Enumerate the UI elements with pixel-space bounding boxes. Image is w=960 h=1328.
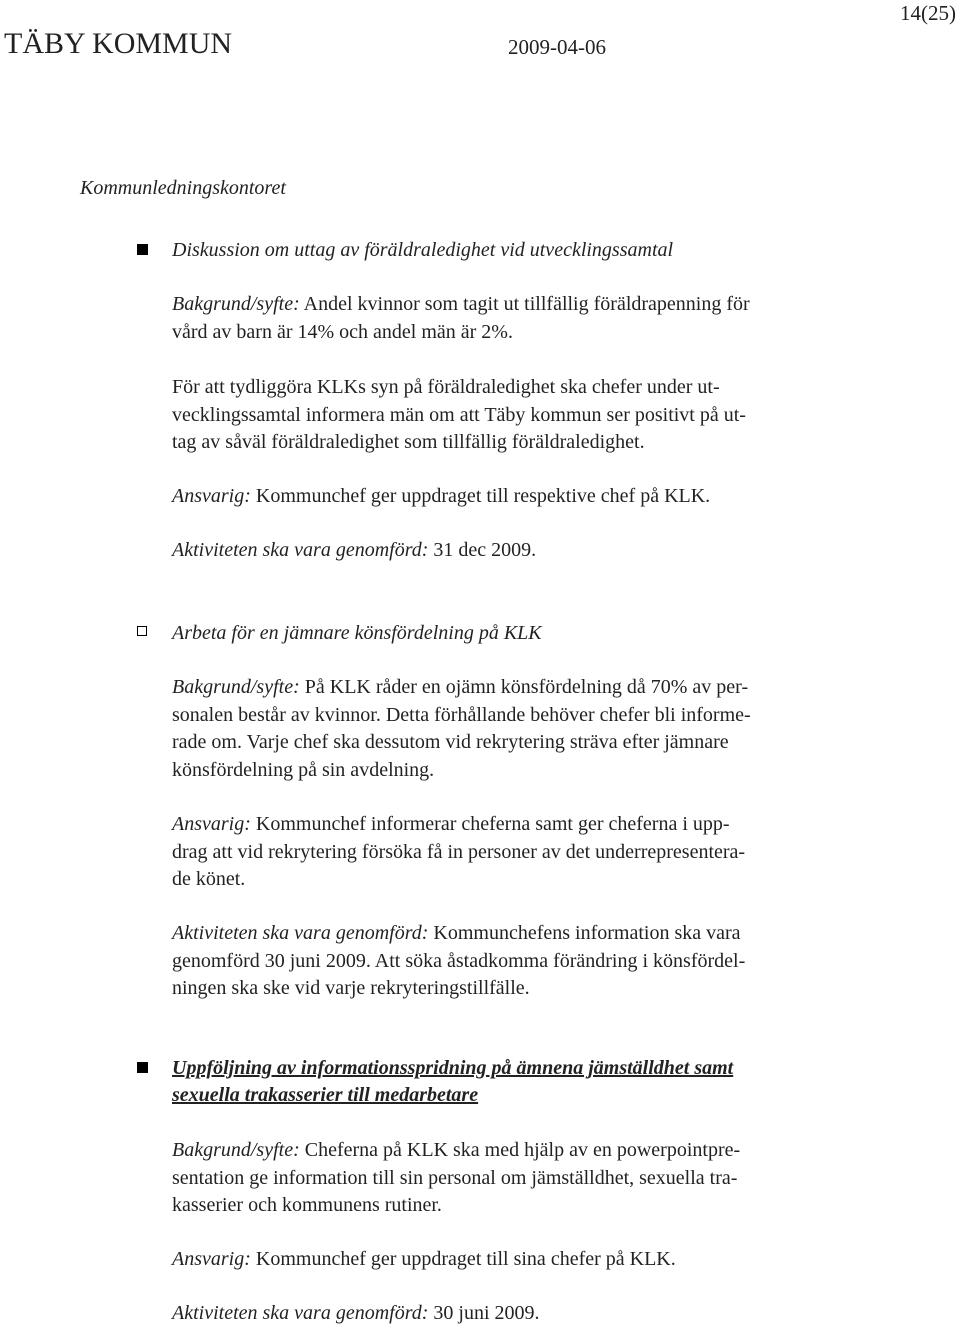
genomford-label: Aktiviteten ska vara genomförd: — [172, 922, 429, 944]
ansvarig-label: Ansvarig: — [172, 813, 251, 835]
genomford-label: Aktiviteten ska vara genomförd: — [172, 1302, 429, 1324]
section-1-genomford — [172, 537, 852, 565]
ansvarig-text: drag att vid rekrytering försöka få in personer av det underrepresentera- — [172, 840, 746, 863]
genomford-text: 31 dec 2009. — [428, 539, 537, 561]
bakgrund-label: Bakgrund/syfte: — [172, 293, 300, 315]
genomford-text: Kommunchefens information ska vara — [428, 922, 741, 944]
ansvarig-label: Ansvarig: — [172, 1248, 251, 1270]
section-3-genomford — [172, 1300, 852, 1328]
genomford-label: Aktiviteten ska vara genomförd: — [172, 539, 429, 561]
bakgrund-label: Bakgrund/syfte: — [172, 676, 300, 698]
page-number: 14(25) — [900, 1, 956, 25]
ansvarig-text: Kommunchef informerar cheferna samt ger cheferna i upp- — [250, 813, 730, 835]
bullet-icon — [137, 244, 148, 255]
bakgrund-text: Cheferna på KLK ska med hjälp av en powerpointpre- — [299, 1139, 741, 1161]
section-3-title-line: Uppföljning av informationsspridning på ämnena jämställdhet samt — [172, 1057, 734, 1079]
genomford-text: 30 juni 2009. — [428, 1302, 540, 1324]
section-2-ansvarig — [172, 811, 852, 894]
bakgrund-label: Bakgrund/syfte: — [172, 1139, 300, 1161]
section-3-title-line: sexuella trakasserier till medarbetare — [172, 1084, 479, 1106]
section-3-ansvarig — [172, 1246, 852, 1274]
bakgrund-text: Andel kvinnor som tagit ut tillfällig föräldrapenning för — [299, 293, 750, 315]
paragraph-line: vecklingssamtal informera män om att Täby kommun ser positivt på ut- — [172, 403, 746, 426]
section-2-genomford — [172, 920, 852, 1003]
section-1-ansvarig — [172, 483, 852, 511]
document-date: 2009-04-06 — [508, 35, 606, 59]
paragraph-line: tag av såväl föräldraledighet som tillfällig föräldraledighet. — [172, 431, 645, 453]
genomford-text: ningen ska ske vid varje rekryteringstillfälle. — [172, 977, 530, 999]
section-1-extra — [172, 374, 852, 457]
bakgrund-text: På KLK råder en ojämn könsfördelning då 70% av per- — [299, 676, 749, 698]
bullet-icon — [137, 626, 147, 636]
ansvarig-text: Kommunchef ger uppdraget till sina chefer på KLK. — [250, 1248, 676, 1270]
ansvarig-text: Kommunchef ger uppdraget till respektive chef på KLK. — [250, 485, 711, 507]
section-2-title: Arbeta för en jämnare könsfördelning på KLK — [172, 622, 542, 644]
section-1-bakgrund — [172, 291, 852, 346]
section-3-bakgrund — [172, 1137, 852, 1220]
bakgrund-text: rade om. Varje chef ska dessutom vid rekrytering sträva efter jämnare — [172, 731, 729, 753]
bakgrund-text: kasserier och kommunens rutiner. — [172, 1194, 442, 1216]
paragraph-line: För att tydliggöra KLKs syn på föräldraledighet ska chefer under ut- — [172, 376, 720, 398]
bakgrund-text: vård av barn är 14% och andel män är 2%. — [172, 320, 513, 343]
bakgrund-text: könsfördelning på sin avdelning. — [172, 758, 435, 781]
department-heading: Kommunledningskontoret — [80, 177, 286, 199]
section-1-title: Diskussion om uttag av föräldraledighet vid utvecklingssamtal — [172, 239, 674, 261]
section-2-bakgrund — [172, 674, 852, 784]
ansvarig-text: de könet. — [172, 868, 246, 890]
ansvarig-label: Ansvarig: — [172, 485, 251, 507]
genomford-text: genomförd 30 juni 2009. Att söka åstadkomma förändring i könsfördel- — [172, 949, 746, 972]
organization-name: TÄBY KOMMUN — [4, 27, 233, 60]
section-3-title — [172, 1055, 872, 1109]
bakgrund-text: sonalen består av kvinnor. Detta förhållande behöver chefer bli informe- — [172, 703, 751, 726]
bakgrund-text: sentation ge information till sin personal om jämställdhet, sexuella tra- — [172, 1166, 738, 1189]
bullet-icon — [137, 1062, 148, 1073]
